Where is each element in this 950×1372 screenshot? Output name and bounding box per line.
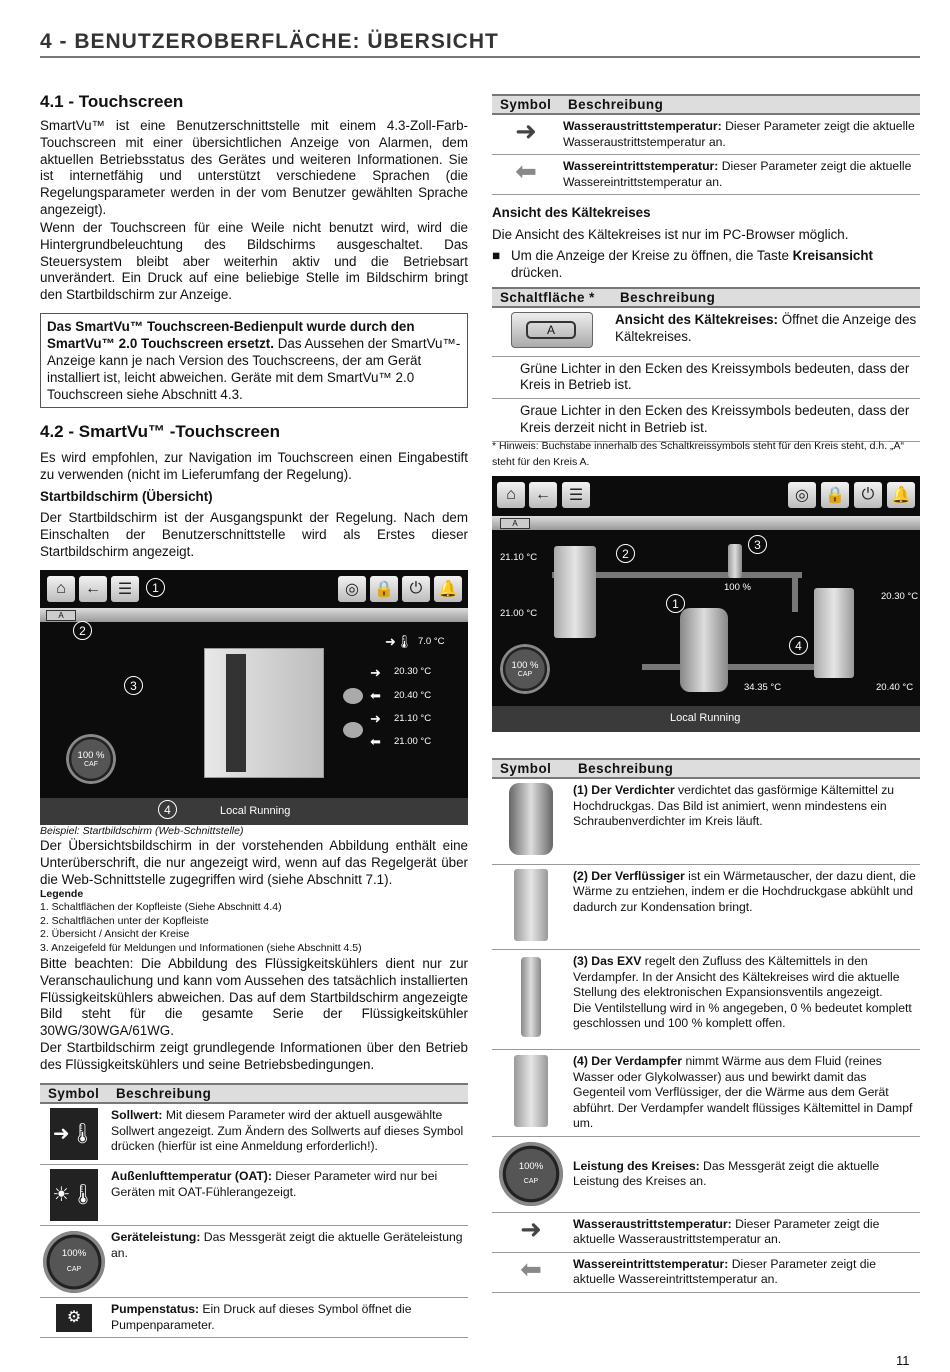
setpoint-value: 7.0 °C [418, 636, 445, 647]
pump-icon [343, 688, 363, 704]
row-text: Grüne Lichter in den Ecken des Kreissymbols bedeuten, dass der Kreis in Betrieb ist. [492, 356, 920, 399]
row-title: Wassereintrittstemperatur: [563, 159, 719, 173]
table-row [492, 950, 920, 1050]
callout-3: 3 [748, 535, 767, 554]
table-row [492, 399, 920, 442]
row-text: Öffnet die Anzeige des Kältekreises. [615, 312, 917, 344]
home-icon: ⌂ [497, 482, 525, 508]
home-icon: ⌂ [47, 576, 75, 602]
gauge-label: CAP [523, 1178, 539, 1185]
s42-paragraph-2: Der Startbildschirm ist der Ausgangspunkt der Regelung. Nach dem Einschalten der Benutzerschnittstelle wird als Erstes dieser Startbildschirm angezeigt. [40, 510, 468, 559]
expansion-valve-icon [521, 957, 541, 1037]
table-header: Symbol [492, 95, 560, 114]
table-row [492, 864, 920, 950]
legend-list [40, 901, 468, 955]
compressor-icon [680, 608, 728, 692]
section-4-1-title: 4.1 - Touchscreen [40, 92, 184, 111]
footnote: * Hinweis: Buchstabe innerhalb des Schaltkreissymbols steht für den Kreis steht, d.h. „A“ steht für den Kreis A. [492, 440, 905, 468]
circuit-view-button[interactable] [511, 312, 593, 348]
arrow-right-icon: ➜ [370, 711, 381, 726]
s42-paragraph-4: Bitte beachten: Die Abbildung des Flüssigkeitskühlers dient nur zur Veranschaulichung und kann vom Aussehen des tatsächlich installierten Flüssigkeitskühlers abweichen. Das auf dem Startbildschirm angezeigte Bild steht für die gesamte Serie der Flüssigkeitskühler 30WG/30WGA/61WG. [40, 956, 468, 1039]
temp-value: 21.00 °C [394, 736, 432, 747]
condenser-icon [514, 869, 548, 941]
gauge-label: CAF [84, 761, 98, 768]
bullet-bold: Kreisansicht [792, 248, 874, 263]
callout-2: 2 [73, 621, 92, 640]
bullet-icon: ■ [492, 248, 501, 263]
symbol-table-left [40, 1083, 468, 1338]
row-text: ist ein Wärmetauscher, der dazu dient, die Wärme zu entziehen, indem er die Hochdruckgase abkühlt und dadurch zur Kondensation bringt. [573, 868, 916, 914]
menu-icon: ☰ [562, 482, 590, 508]
condenser-icon [554, 546, 596, 638]
lock-icon: 🔒 [821, 482, 849, 508]
status-text: Local Running [670, 712, 741, 724]
circuits-paragraph: Die Ansicht des Kältekreises ist nur im PC-Browser möglich. [492, 227, 849, 242]
row-text: Dieser Parameter zeigt die aktuelle Wassereintrittstemperatur an. [563, 159, 912, 189]
circuits-heading: Ansicht des Kältekreises [492, 205, 651, 220]
bullet-text-end: drücken. [511, 264, 563, 280]
s41-paragraph-1: SmartVu™ ist eine Benutzerschnittstelle mit einem 4.3-Zoll-Farb-Touchscreen mit einer übersichtlichen Anzeige von Alarmen, dem aktuellen Betriebsstatus des Gerätes und weiteren Informationen. Sie ist internetfähig und unterstützt verschiedene Sprachen (die Regelungsparameter werden in der vom Benutzer gewählten Sprache angezeigt). [40, 118, 468, 217]
legend-item: 2. Übersicht / Ansicht der Kreise [40, 928, 190, 940]
circuit-screen-image [492, 476, 920, 732]
row-title: (3) Das EXV [573, 954, 642, 968]
menu-icon: ☰ [111, 576, 139, 602]
row-text: Dieser Parameter zeigt die aktuelle Wasseraustrittstemperatur an. [563, 119, 915, 149]
power-icon: ⏻ [402, 576, 430, 602]
gauge-value: 100 % [77, 750, 105, 761]
table-header: Beschreibung [108, 1084, 468, 1103]
capacity-gauge-icon [43, 1231, 105, 1293]
arrow-right-icon: ➜ [515, 116, 537, 147]
table-row [40, 1165, 468, 1226]
row-title: Leistung des Kreises: [573, 1158, 700, 1173]
startscreen-heading: Startbildschirm (Übersicht) [40, 489, 213, 504]
table-row [492, 1050, 920, 1137]
evaporator-icon [514, 1055, 548, 1127]
gauge-value: 100 % [511, 660, 539, 671]
row-title: Ansicht des Kältekreises: [615, 312, 778, 327]
row-text: Graue Lichter in den Ecken des Kreissymbols bedeuten, dass der Kreis derzeit nicht in Betrieb ist. [492, 399, 920, 442]
temp-value: 20.40 °C [876, 682, 914, 693]
status-text: Local Running [220, 805, 291, 817]
callout-3: 3 [124, 676, 143, 695]
table-row [492, 155, 920, 195]
circuit-tag: A [500, 518, 530, 529]
temp-value: 21.00 °C [500, 608, 538, 619]
table-row [40, 1103, 468, 1165]
table-row [492, 1136, 920, 1212]
arrow-left-icon: ⬅ [515, 156, 537, 187]
arrow-right-icon: ➜ [370, 665, 381, 680]
callout-1: 1 [666, 594, 685, 613]
callout-2: 2 [616, 544, 635, 563]
callout-4: 4 [789, 636, 808, 655]
table-row [492, 114, 920, 155]
gauge-label: CAP [517, 671, 533, 678]
row-text: Dieser Parameter wird nur bei Geräten mit OAT-Fühlerangezeigt. [111, 1169, 438, 1199]
chiller-panel [226, 654, 246, 772]
page-number: 11 [896, 1353, 910, 1368]
row-title: Pumpenstatus: [111, 1302, 200, 1316]
circuit-button-label: A [526, 321, 576, 339]
row-text: Ein Druck auf dieses Symbol öffnet die Pumpenparameter. [111, 1302, 412, 1332]
pipe [792, 572, 798, 612]
subheader-bar [492, 516, 920, 530]
page-header [40, 30, 920, 58]
temp-value: 21.10 °C [500, 552, 538, 563]
legend-title: Legende [40, 888, 84, 900]
back-icon: ← [79, 576, 107, 602]
legend-item: 3. Anzeigefeld für Meldungen und Informationen (siehe Abschnitt 4.5) [40, 941, 362, 954]
page-title: 4 - BENUTZEROBERFLÄCHE: ÜBERSICHT [40, 30, 499, 53]
row-text: Dieser Parameter zeigt die aktuelle Wasseraustrittstemperatur an. [573, 1216, 880, 1246]
arrow-left-icon: ⬅ [520, 1253, 542, 1284]
start-screen-image [40, 570, 468, 825]
row-title: (4) Der Verdampfer [573, 1054, 683, 1068]
expansion-valve-icon [728, 544, 742, 578]
row-title: (2) Der Verflüssiger [573, 868, 685, 883]
figure-caption: Beispiel: Startbildschirm (Web-Schnittstelle) [40, 825, 244, 837]
s42-paragraph-1: Es wird empfohlen, zur Navigation im Touchscreen einen Eingabestift zu verwenden (nicht im Lieferumfang der Regelung). [40, 450, 468, 482]
temp-value: 20.30 °C [394, 666, 432, 677]
row-text: nimmt Wärme aus dem Fluid (reines Wasser oder Glykolwasser) aus und bewirkt damit das Gegenteil vom Verflüssiger, der die Wärme aus dem Gerät abführt. Der Verdampfer wandelt flüssiges Kältemittel in Dampf um. [573, 1054, 913, 1130]
arrow-right-icon: ➜ [520, 1213, 542, 1244]
row-title: Wasseraustrittstemperatur: [573, 1216, 732, 1231]
table-header: Beschreibung [570, 759, 920, 778]
row-title: Wasseraustrittstemperatur: [563, 119, 722, 133]
setpoint-thermometer-icon: ➜🌡 [50, 1108, 98, 1160]
circuit-tag: A [46, 610, 76, 621]
bell-icon: 🔔 [434, 576, 462, 602]
row-text: verdichtet das gasförmige Kältemittel zu Hochdruckgas. Das Bild ist animiert, wenn mindestens ein Schraubenverdichter im Kreis läuft. [573, 783, 895, 828]
lock-icon: 🔒 [370, 576, 398, 602]
temp-value: 20.30 °C [881, 591, 919, 602]
table-header: Beschreibung [560, 95, 920, 114]
bullet-text: Um die Anzeige der Kreise zu öffnen, die Taste [511, 248, 793, 263]
row-title: Wassereintrittstemperatur: [573, 1256, 729, 1271]
temp-value: 34.35 °C [744, 682, 782, 693]
globe-icon: ◎ [788, 482, 816, 508]
symbol-table-right-top [492, 94, 920, 195]
note-box [40, 313, 468, 408]
s42-paragraph-5: Der Startbildschirm zeigt grundlegende Informationen über den Betrieb des Flüssigkeitskühlers und seine Betriebsbedingungen. [40, 1040, 468, 1072]
back-icon: ← [529, 482, 557, 508]
circuit-button-table [492, 287, 920, 442]
setpoint-thermometer-icon: ➜🌡 [385, 634, 413, 649]
compressor-icon [509, 783, 553, 855]
outdoor-temperature-icon: ☀🌡 [50, 1169, 98, 1221]
table-header: Symbol [492, 759, 570, 778]
s42-paragraph-3: Der Übersichtsbildschirm in der vorstehenden Abbildung enthält eine Unterüberschrift, die nur angezeigt wird, wenn auf das Regelgerät über die Web-Schnittstelle zugegriffen wird (siehe Abschnitt 7.1). [40, 838, 468, 887]
table-row [492, 778, 920, 864]
circuits-bullet [492, 248, 920, 282]
callout-1: 1 [146, 578, 165, 597]
subheader-bar [40, 608, 468, 622]
pipe [642, 664, 842, 670]
row-text: Mit diesem Parameter wird der aktuell ausgewählte Sollwert angezeigt. Zum Ändern des Sollwerts auf dieses Symbol drücken (hierfür ist eine Anmeldung erforderlich!). [111, 1108, 464, 1153]
circuit-capacity-gauge-icon [499, 1142, 563, 1206]
temp-value: 21.10 °C [394, 713, 432, 724]
legend-item: 1. Schaltflächen der Kopfleiste (Siehe Abschnitt 4.4) [40, 901, 282, 913]
arrow-left-icon: ⬅ [370, 688, 381, 703]
row-text: Das Messgerät zeigt die aktuelle Geräteleistung an. [111, 1230, 463, 1260]
table-row [40, 1226, 468, 1298]
arrow-left-icon: ⬅ [370, 734, 381, 749]
gauge-value: 100% [61, 1248, 87, 1259]
power-icon: ⏻ [854, 482, 882, 508]
s41-paragraph-2: Wenn der Touchscreen für eine Weile nicht benutzt wird, wird die Hintergrundbeleuchtung des Bildschirms ausgeschaltet. Das Steuersystem bleibt aber weiterhin aktiv und die Betriebsart unverändert. Ein Druck auf eine beliebige Stelle im Bildschirm bringt den Startbildschirm zur Anzeige. [40, 220, 468, 303]
table-row [492, 307, 920, 356]
row-title: (1) Der Verdichter [573, 783, 675, 797]
table-header: Symbol [40, 1084, 108, 1103]
capacity-gauge-icon [66, 734, 116, 784]
section-4-2-title: 4.2 - SmartVu™ -Touchscreen [40, 422, 280, 441]
bell-icon: 🔔 [887, 482, 915, 508]
chiller-unit-image [204, 648, 324, 778]
callout-4: 4 [158, 800, 177, 819]
table-row [492, 1212, 920, 1252]
row-title: Außenlufttemperatur (OAT): [111, 1169, 272, 1183]
row-text: Dieser Parameter zeigt die aktuelle Wassereintrittstemperatur an. [573, 1256, 876, 1286]
row-text: Die Ventilstellung wird in % angegeben, 0 % bedeutet komplett geschlossen und 100 % komplett offen. [573, 1000, 912, 1030]
table-header: Schaltfläche * [492, 288, 612, 307]
note-text: Das Aussehen der SmartVu™-Anzeige kann je nach Version des Touchscreens, der am Gerät installiert ist, leicht abweichen. Geräte mit dem SmartVu™ 2.0 Touchscreen siehe Abschnitt 4.3. [47, 336, 461, 402]
globe-icon: ◎ [338, 576, 366, 602]
exv-position: 100 % [724, 582, 751, 593]
row-title: Sollwert: [111, 1108, 163, 1122]
table-row [492, 356, 920, 399]
table-header: Beschreibung [612, 288, 920, 307]
temp-value: 20.40 °C [394, 690, 432, 701]
row-text: Das Messgerät zeigt die aktuelle Leistung des Kreises an. [573, 1158, 880, 1188]
symbol-table-right-bottom [492, 758, 920, 1293]
row-text: regelt den Zufluss des Kältemittels in den Verdampfer. In der Ansicht des Kältekreises wird die aktuelle Stellung des elektronischen Expansionsventils angezeigt. [573, 954, 900, 999]
table-row [40, 1298, 468, 1338]
legend-item: 2. Schaltflächen unter der Kopfleiste [40, 914, 209, 927]
note-bold: Das SmartVu™ Touchscreen-Bedienpult wurde durch den SmartVu™ 2.0 Touchscreen ersetzt. [47, 319, 415, 351]
table-row [492, 1252, 920, 1292]
pump-icon [343, 722, 363, 738]
row-title: Geräteleistung: [111, 1230, 201, 1244]
circuit-capacity-gauge-icon [500, 644, 550, 694]
evaporator-icon [814, 588, 854, 678]
gauge-value: 100% [518, 1160, 544, 1172]
gauge-label: CAP [66, 1265, 82, 1273]
pump-icon: ⚙ [56, 1304, 92, 1332]
